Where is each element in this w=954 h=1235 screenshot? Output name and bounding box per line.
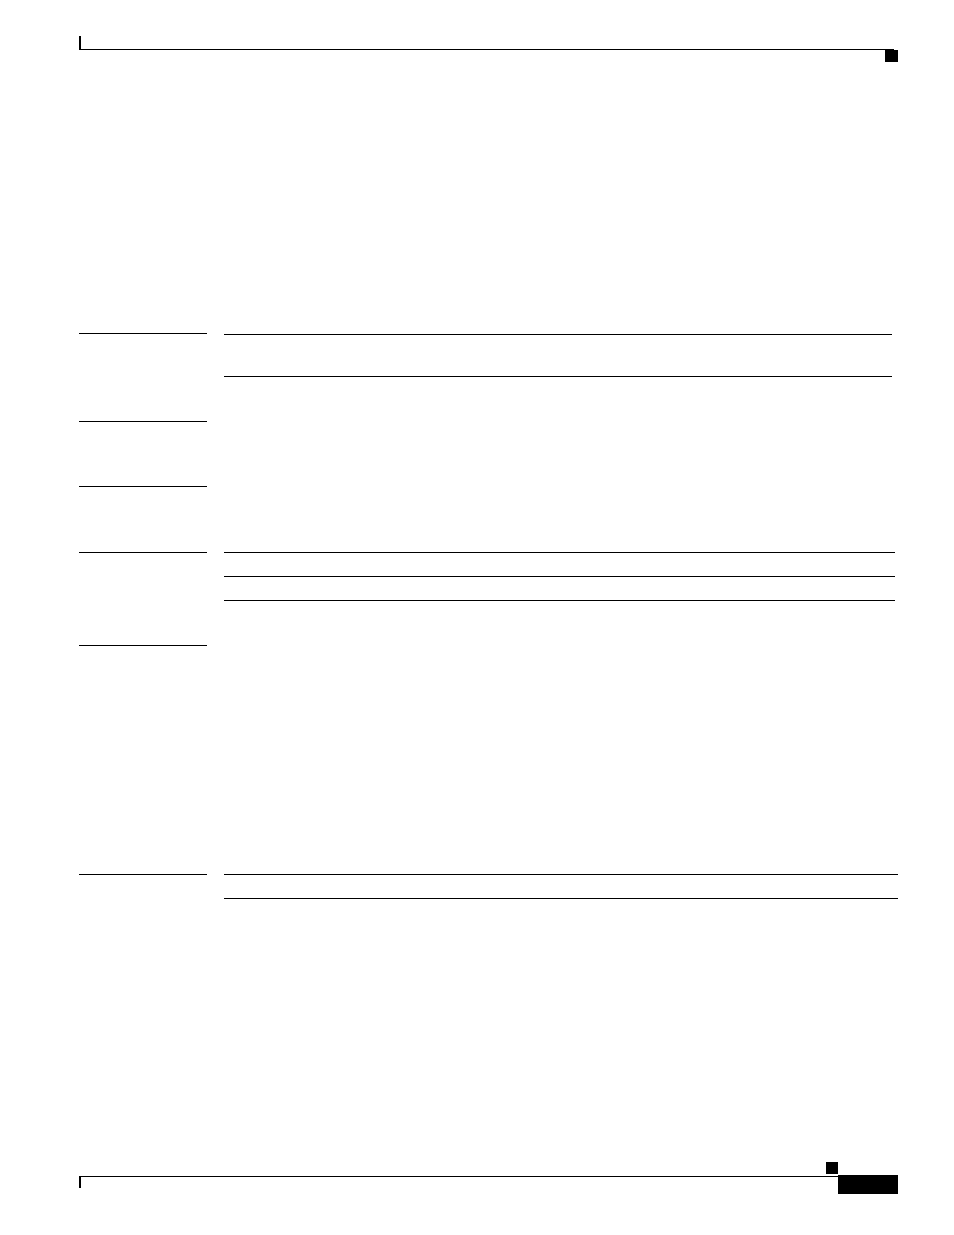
footer-marker-block (826, 1162, 838, 1174)
related-table-top-rule (224, 874, 898, 875)
syntax-table-bottom-rule (224, 376, 892, 377)
running-header (91, 34, 107, 48)
section-label-command-history (79, 552, 207, 572)
history-header-rule (224, 576, 895, 577)
history-table-top-rule (224, 552, 895, 553)
section-label-related-commands (79, 874, 207, 894)
section-label-command-modes (79, 486, 207, 506)
header-left-bar (79, 36, 81, 50)
footer-left-bar (79, 1176, 81, 1188)
syntax-table-top-rule (224, 334, 892, 335)
section-label-defaults (79, 421, 207, 441)
footer-rule (79, 1176, 897, 1177)
header-rule (79, 49, 894, 50)
related-header-rule (224, 898, 898, 899)
section-label-examples (79, 645, 207, 665)
header-marker-block (885, 50, 898, 62)
section-label-syntax-description (79, 333, 207, 353)
history-table-bottom-rule (224, 600, 895, 601)
page-number (838, 1175, 898, 1194)
